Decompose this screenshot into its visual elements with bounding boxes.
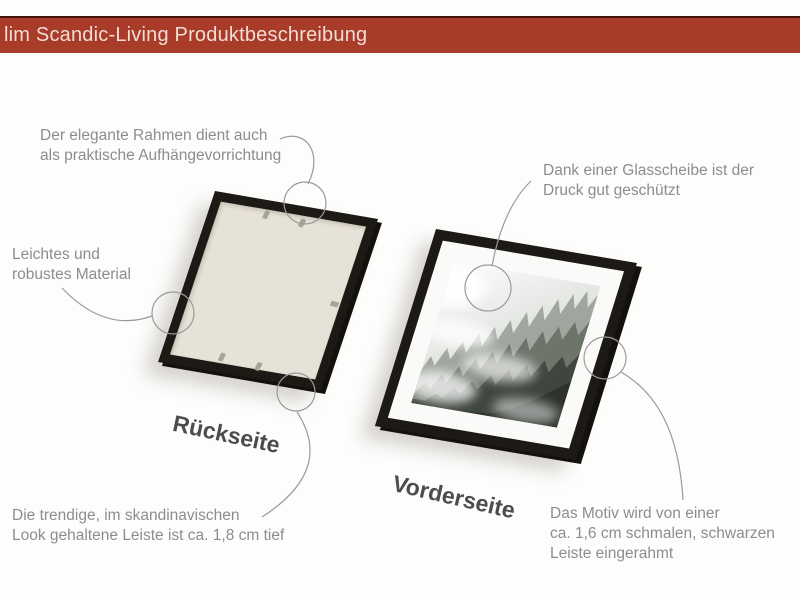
callout-motif-line3: Leiste eingerahmt [550,545,674,562]
back-side-label: Rückseite [170,410,283,459]
callout-glass [543,161,754,201]
front-side-label: Vorderseite [390,470,518,524]
callout-ledge-line2: Look gehaltene Leiste ist ca. 1,8 cm tief [12,527,285,544]
forest-photo [411,261,601,427]
callout-connector-material [62,288,152,321]
callout-ledge-line1: Die trendige, im skandinavischen [12,507,240,524]
retainer-clip [330,301,340,308]
retainer-clip [298,218,307,227]
header-bar [0,18,800,53]
callout-hanger-line1: Der elegante Rahmen dient auch [40,127,268,144]
callout-glass-line1: Dank einer Glasscheibe ist der [543,162,755,179]
callout-connector-ledge [262,412,310,517]
callout-hanger-line2: als praktische Aufhängevorrichtung [40,147,282,164]
page-title: lim Scandic-Living Produktbeschreibung [4,24,368,46]
frame-back-view [158,191,378,390]
retainer-clip [254,362,263,371]
callout-motif [550,504,775,564]
frame-front-view [375,229,637,460]
callout-glass-line2: Druck gut geschützt [543,182,680,199]
retainer-clip [262,210,270,219]
callout-material-line2: robustes Material [12,266,131,283]
callout-material [12,245,131,285]
callout-connector-motif [621,372,683,500]
callout-connector-hanger [280,136,314,184]
retainer-clip [218,352,226,361]
forest-photo-art [411,261,601,427]
callout-motif-line2: ca. 1,6 cm schmalen, schwarzen [550,525,775,542]
callout-motif-line1: Das Motiv wird von einer [550,505,720,522]
callout-ledge [12,506,284,546]
callout-material-line1: Leichtes und [12,246,100,263]
callout-hanger [40,126,281,166]
frame-back-panel [170,202,366,380]
frame-mat [388,241,624,449]
